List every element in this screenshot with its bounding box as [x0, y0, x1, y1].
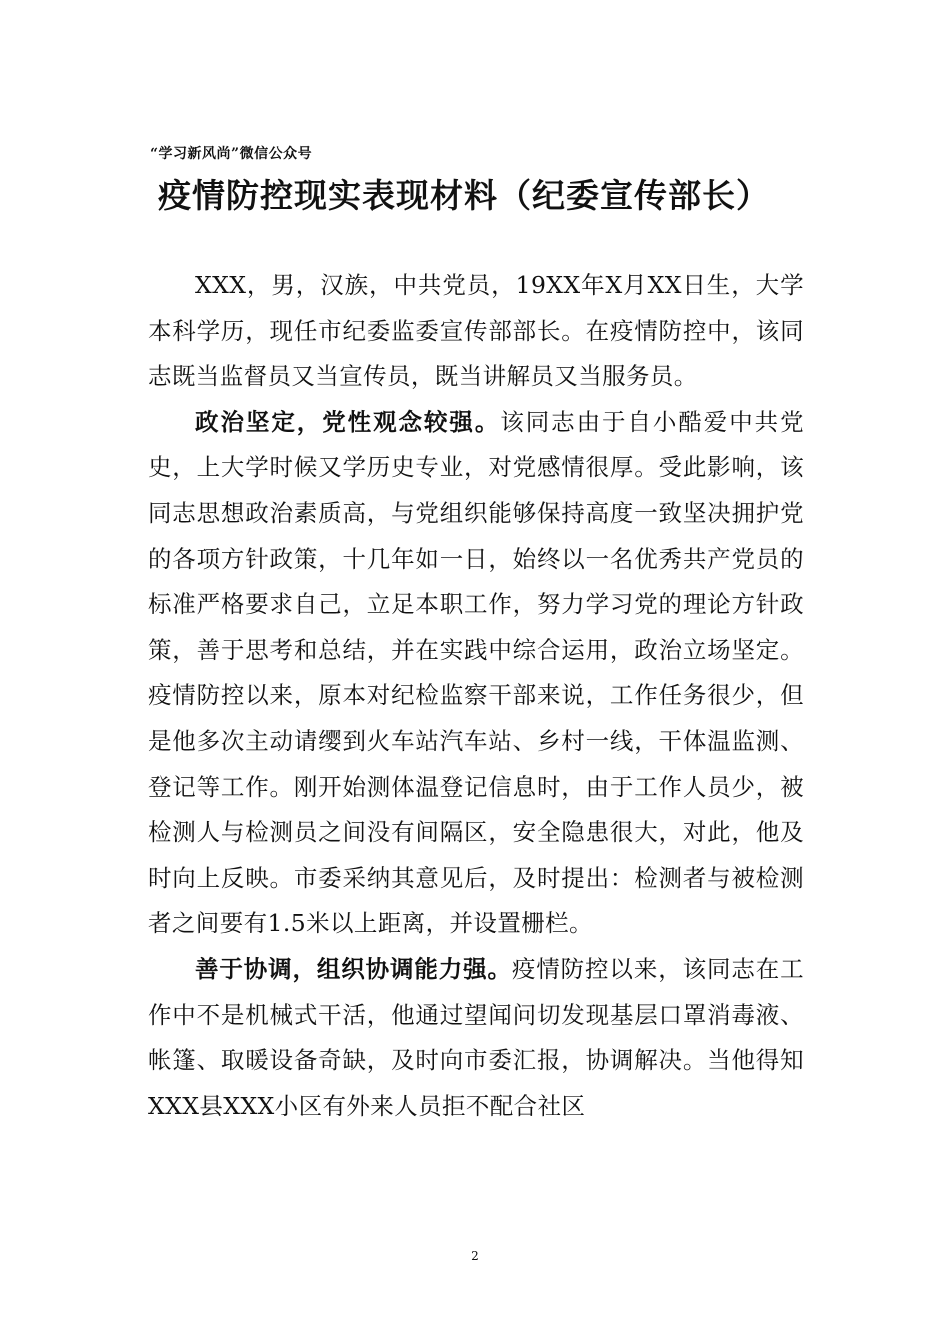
- paragraph-text: 该同志由于自小酷爱中共党史，上大学时候又学历史专业，对党感情很厚。受此影响，该同志思想政治素质高，与党组织能够保持高度一致坚决拥护党的各项方针政策，十几年如一日，始终以一名优秀共产党员的标准严格要求自己，立足本职工作，努力学习党的理论方针政策，善于思考和总结，并在实践中综合运用，政治立场坚定。疫情防控以来，原本对纪检监察干部来说，工作任务很少，但是他多次主动请缨到火车站汽车站、乡村一线，干体温监测、登记等工作。刚开始测体温登记信息时，由于工作人员少，被检测人与检测员之间没有间隔区，安全隐患很大，对此，他及时向上反映。市委采纳其意见后，及时提出：检测者与被检测者之间要有1.5米以上距离，并设置栅栏。: [148, 407, 804, 938]
- page-number: 2: [471, 1249, 479, 1263]
- header-note: “学习新风尚”微信公众号: [150, 146, 313, 162]
- paragraph-intro: [148, 263, 804, 400]
- paragraph-text: XXX，男，汉族，中共党员，19XX年X月XX日生，大学本科学历，现任市纪委监委宣传部部长。在疫情防控中，该同志既当监督员又当宣传员，既当讲解员又当服务员。: [148, 271, 804, 391]
- paragraph-lead: 善于协调，组织协调能力强。: [195, 954, 512, 983]
- document-body: [148, 263, 804, 1129]
- document-title: 疫情防控现实表现材料（纪委宣传部长）: [158, 176, 770, 215]
- paragraph-lead: 政治坚定，党性观念较强。: [195, 407, 501, 436]
- paragraph-text: 疫情防控以来，该同志在工作中不是机械式干活，他通过望闻问切发现基层口罩消毒液、帐篷、取暖设备奇缺，及时向市委汇报，协调解决。当他得知XXX县XXX小区有外来人员拒不配合社区: [148, 954, 804, 1120]
- paragraph-coordination: [148, 947, 804, 1129]
- paragraph-political: [148, 400, 804, 947]
